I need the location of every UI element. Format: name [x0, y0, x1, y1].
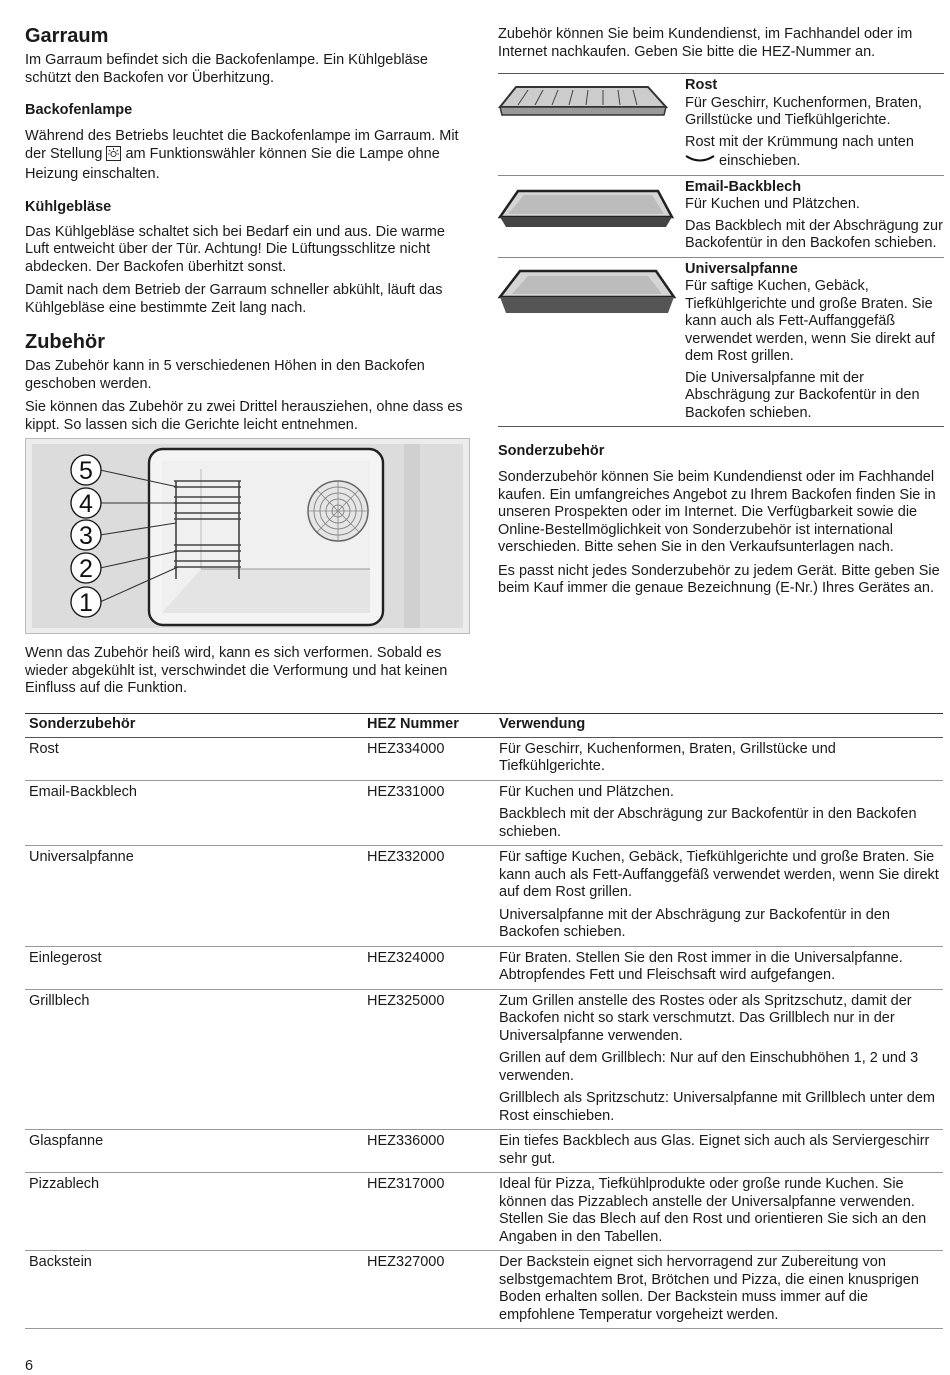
table-row: [25, 1173, 943, 1251]
accessory-note-rost: Rost mit der Krümmung nach unten einschieben.: [685, 133, 914, 169]
lamp-symbol-icon: [106, 146, 121, 167]
table-header-sonderzubehoer: Sonderzubehör: [29, 716, 136, 732]
accessory-desc-rost: Für Geschirr, Kuchenformen, Braten, Grillstücke und Tiefkühlgerichte.: [685, 94, 922, 128]
left-column: [25, 24, 470, 434]
rack-icon: [498, 77, 685, 171]
cell-use: Für saftige Kuchen, Gebäck, Tiefkühlgerichte und große Braten. Sie kann auch als Fett-Auffanggefäß verwendet werden, wenn Sie direkt auf dem Rost grillen.: [499, 849, 939, 900]
lampe-text: Während des Betriebs leuchtet die Backofenlampe im Garraum. Mit der Stellung am Funktionswähler können Sie die Lampe ohne Heizung einschalten.: [25, 128, 459, 182]
accessory-row-rost: [498, 74, 944, 176]
section-title-zubehoer: Zubehör: [25, 331, 105, 353]
cell-use: Grillblech als Spritzschutz: Universalpfanne mit Grillblech unter dem Rost einschieben.: [499, 1090, 935, 1124]
cell-name: Universalpfanne: [29, 849, 134, 865]
table-header-hez: HEZ Nummer: [367, 716, 459, 732]
zubehoer-text-2: Sie können das Zubehör zu zwei Drittel herausziehen, ohne dass es kippt. So lassen sich die Gerichte leicht entnehmen.: [25, 399, 463, 433]
table-row: [25, 738, 943, 781]
cell-name: Glaspfanne: [29, 1133, 104, 1149]
accessory-title-rost: Rost: [685, 77, 718, 93]
level-label-3: 3: [79, 522, 93, 550]
level-label-2: 2: [79, 555, 93, 583]
curve-down-icon: [685, 151, 715, 169]
cell-hez: HEZ331000: [367, 783, 445, 800]
zubehoer-text-3: Wenn das Zubehör heiß wird, kann es sich verformen. Sobald es wieder abgekühlt ist, verschwindet die Verformung und hat keinen Einfluss auf die Funktion.: [25, 645, 448, 696]
cell-use: Ein tiefes Backblech aus Glas. Eignet sich auch als Serviergeschirr sehr gut.: [499, 1133, 930, 1167]
table-row: [25, 990, 943, 1131]
fan-icon: [308, 481, 368, 541]
accessory-note-universalpfanne: Die Universalpfanne mit der Abschrägung zur Backofentür in den Backofen schieben.: [685, 369, 920, 421]
universal-pan-icon: [498, 261, 685, 423]
accessory-row-universalpfanne: [498, 258, 944, 428]
subheading-sonderzubehoer: Sonderzubehör: [498, 443, 605, 459]
cell-name: Grillblech: [29, 992, 90, 1009]
kuehl-text-1: Das Kühlgebläse schaltet sich bei Bedarf ein und aus. Die warme Luft entweicht über der Tür. Achtung! Die Lüftungsschlitze nicht abdecken. Der Backofen überhitzt sonst.: [25, 223, 445, 275]
table-row: [25, 1130, 943, 1173]
table-header-verwendung: Verwendung: [499, 716, 586, 732]
cell-use: Der Backstein eignet sich hervorragend zur Zubereitung von selbstgemachtem Brot, Brötchen und Pizza, die einen knusprigen Boden erhalten sollen. Der Backstein muss immer auf die empfohlene Temperatur vorgeheizt werden.: [499, 1254, 919, 1323]
baking-tray-icon: [498, 179, 685, 253]
table-row: [25, 1251, 943, 1329]
subheading-kuehlgeblaese: Kühlgebläse: [25, 198, 112, 215]
cell-use: Universalpfanne mit der Abschrägung zur Backofentür in den Backofen schieben.: [499, 906, 890, 940]
cell-use: Für Geschirr, Kuchenformen, Braten, Grillstücke und Tiefkühlgerichte.: [499, 740, 836, 774]
page-number: 6: [25, 1358, 34, 1374]
level-label-4: 4: [79, 490, 93, 518]
cell-hez: HEZ324000: [367, 949, 445, 966]
accessory-note-backblech: Das Backblech mit der Abschrägung zur Backofentür in den Backofen schieben.: [685, 217, 943, 251]
zubehoer-text-1: Das Zubehör kann in 5 verschiedenen Höhen in den Backofen geschoben werden.: [25, 358, 425, 392]
table-header-row: [25, 714, 943, 738]
cell-hez: HEZ325000: [367, 992, 445, 1009]
cell-name: Rost: [29, 740, 59, 757]
cell-hez: HEZ327000: [367, 1254, 445, 1270]
cell-hez: HEZ336000: [367, 1133, 445, 1149]
cell-use: Für Braten. Stellen Sie den Rost immer in die Universalpfanne. Abtropfendes Fett und Fleischsaft wird aufgefangen.: [499, 949, 903, 983]
level-label-1: 1: [79, 589, 93, 617]
kuehl-text-2: Damit nach dem Betrieb der Garraum schneller abkühlt, läuft das Kühlgebläse eine bestimmte Zeit lang nach.: [25, 282, 443, 316]
sonder-text-2: Es passt nicht jedes Sonderzubehör zu jedem Gerät. Bitte geben Sie beim Kauf immer die genaue Bezeichnung (E-Nr.) Ihres Gerätes an.: [498, 562, 940, 596]
cell-use: Ideal für Pizza, Tiefkühlprodukte oder große runde Kuchen. Sie können das Pizzablech anstelle der Universalpfanne verwenden. Stellen Sie das Blech auf den Rost und orientieren Sie sich an den Angaben in den Tabellen.: [499, 1176, 927, 1245]
right-intro: Zubehör können Sie beim Kundendienst, im Fachhandel oder im Internet nachkaufen. Geben Sie bitte die HEZ-Nummer an.: [498, 26, 913, 60]
accessory-desc-universalpfanne: Für saftige Kuchen, Gebäck, Tiefkühlgerichte und große Braten. Sie kann auch als Fett-Auffanggefäß verwendet werden, wenn Sie direkt auf dem Rost grillen.: [685, 278, 935, 364]
accessory-desc-backblech: Für Kuchen und Plätzchen.: [685, 196, 860, 212]
accessory-title-universalpfanne: Universalpfanne: [685, 260, 798, 277]
sonder-text-1: Sonderzubehör können Sie beim Kundendienst oder im Fachhandel kaufen. Ein umfangreiches Angebot zu Ihrem Backofen finden Sie in unseren Prospekten oder im Internet. Die Verfügbarkeit sowie die Online-Bestellmöglichkeit von Sonderzubehör ist international verschieden. Bitte sehen Sie in den Verkaufsunterlagen nach.: [498, 469, 936, 555]
cell-hez: HEZ317000: [367, 1176, 445, 1192]
table-row: [25, 781, 943, 847]
cell-name: Backstein: [29, 1254, 92, 1270]
table-row: [25, 846, 943, 947]
cell-name: Pizzablech: [29, 1176, 100, 1192]
oven-level-illustration: [25, 438, 470, 634]
table-row: [25, 947, 943, 990]
level-markers: [71, 455, 101, 617]
section-title-garraum: Garraum: [25, 25, 109, 47]
accessory-row-backblech: [498, 176, 944, 258]
level-label-5: 5: [79, 457, 93, 485]
cell-use: Für Kuchen und Plätzchen.: [499, 783, 674, 800]
cell-name: Email-Backblech: [29, 783, 137, 800]
cell-hez: HEZ332000: [367, 849, 445, 865]
cell-use: Zum Grillen anstelle des Rostes oder als Spritzschutz, damit der Backofen nicht so stark verschmutzt. Das Grillblech nur in der Universalpfanne verwenden.: [499, 992, 912, 1044]
cell-use: Grillen auf dem Grillblech: Nur auf den Einschubhöhen 1, 2 und 3 verwenden.: [499, 1050, 919, 1084]
right-column: [498, 26, 944, 598]
cell-name: Einlegerost: [29, 949, 102, 966]
garraum-intro: Im Garraum befindet sich die Backofenlampe. Ein Kühlgebläse schützt den Backofen vor Überhitzung.: [25, 52, 428, 86]
sonderzubehoer-table: [25, 713, 943, 1329]
accessory-list: [498, 73, 944, 427]
cell-hez: HEZ334000: [367, 740, 445, 757]
cell-use: Backblech mit der Abschrägung zur Backofentür in den Backofen schieben.: [499, 806, 917, 840]
accessory-title-backblech: Email-Backblech: [685, 178, 802, 195]
subheading-backofenlampe: Backofenlampe: [25, 102, 133, 118]
